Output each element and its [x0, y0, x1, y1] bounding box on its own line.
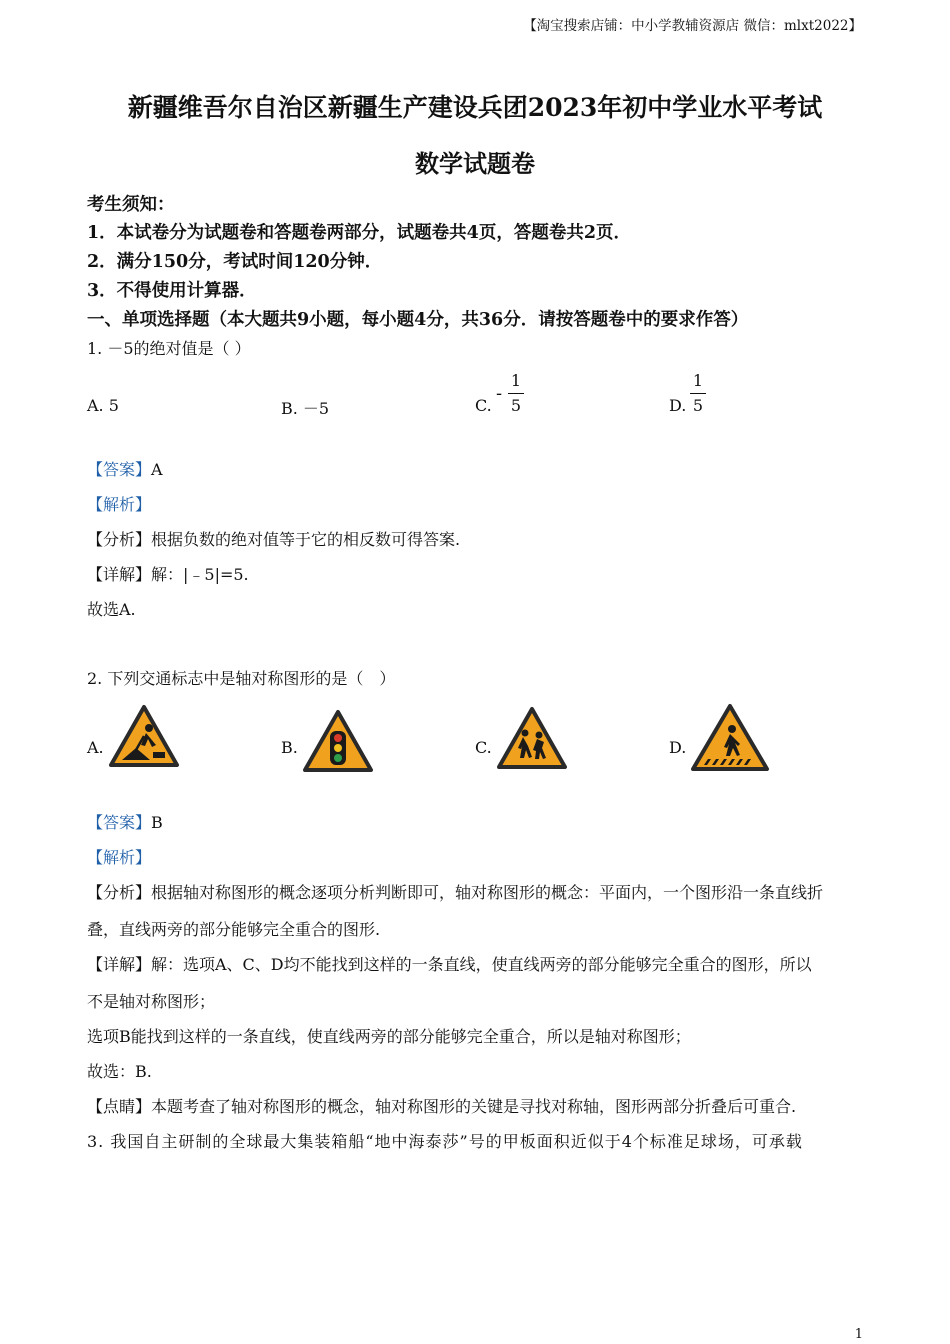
q2-option-a-label: A.: [87, 738, 104, 757]
question-2-stem: 2. 下列交通标志中是轴对称图形的是（ ）: [87, 669, 396, 688]
notice-heading: 考生须知：: [87, 195, 175, 215]
children-crossing-sign-icon: [496, 706, 568, 770]
q2-conclusion: 故选：B.: [87, 1062, 152, 1081]
pedestrian-crossing-sign-icon: [690, 703, 770, 773]
fraction-denominator: 5: [692, 396, 704, 415]
q1-option-d-label: D.: [669, 396, 687, 415]
notice-item: 2．满分150分，考试时间120分钟．: [87, 252, 383, 272]
q2-xiangjie-line: 选项B能找到这样的一条直线，使直线两旁的部分能够完全重合，所以是轴对称图形；: [87, 1027, 691, 1046]
q2-option-c-label: C.: [475, 738, 492, 757]
question-1-stem: 1. －5的绝对值是（ ）: [87, 339, 251, 358]
answer-value: A: [151, 460, 163, 479]
notice-item: 1．本试卷分为试题卷和答题卷两部分，试题卷共4页，答题卷共2页．: [87, 223, 632, 243]
traffic-light-sign-icon: [302, 709, 374, 773]
fraction-numerator: 1: [510, 371, 522, 390]
q2-answer: [87, 810, 163, 833]
q2-option-d-label: D.: [669, 738, 687, 757]
q1-fenxi: 【分析】根据负数的绝对值等于它的相反数可得答案.: [87, 530, 461, 549]
header-note: 【淘宝搜索店铺：中小学教辅资源店 微信：mlxt2022】: [523, 18, 862, 34]
q1-conclusion: 故选A.: [87, 600, 136, 619]
fraction-denominator: 5: [510, 396, 522, 415]
q2-xiangjie-line: 【详解】解：选项A、C、D均不能找到这样的一条直线，使直线两旁的部分能够完全重合的图形，所以: [87, 955, 812, 974]
q1-option-a: A. 5: [87, 396, 119, 415]
q2-fenxi-line: 叠，直线两旁的部分能够完全重合的图形.: [87, 920, 381, 939]
exam-subtitle: 数学试题卷: [415, 149, 535, 178]
q2-dianjing: 【点睛】本题考查了轴对称图形的概念，轴对称图形的关键是寻找对称轴，图形两部分折叠后可重合.: [87, 1097, 797, 1116]
question-3-stem: 3. 我国自主研制的全球最大集装箱船“地中海泰莎”号的甲板面积近似于4个标准足球场，可承载: [87, 1132, 803, 1151]
q1-option-d-fraction: [690, 371, 706, 416]
fraction-bar: [508, 393, 524, 394]
road-work-sign-icon: [108, 704, 180, 768]
section-heading: 一、单项选择题（本大题共9小题，每小题4分，共36分．请按答题卷中的要求作答）: [87, 310, 749, 330]
notice-item: 3．不得使用计算器．: [87, 281, 257, 301]
q1-option-b: B. －5: [281, 399, 330, 418]
q2-xiangjie-line: 不是轴对称图形；: [87, 992, 216, 1011]
q2-option-b-label: B.: [281, 738, 298, 757]
q1-option-c-fraction: [508, 371, 524, 416]
exam-title: 新疆维吾尔自治区新疆生产建设兵团2023年初中学业水平考试: [127, 93, 823, 122]
fraction-bar: [690, 393, 706, 394]
answer-tag: 【答案】: [87, 813, 152, 832]
q2-fenxi-line: 【分析】根据轴对称图形的概念逐项分析判断即可，轴对称图形的概念：平面内，一个图形沿一条直线折: [87, 883, 824, 902]
answer-value: B: [151, 813, 163, 832]
q1-option-c-label: C.: [475, 396, 492, 415]
fraction-numerator: 1: [692, 371, 704, 390]
q1-analysis-tag: 【解析】: [87, 495, 152, 514]
q1-answer: [87, 457, 163, 480]
q2-analysis-tag: 【解析】: [87, 848, 152, 867]
q1-xiangjie: 【详解】解：|﹣5|=5.: [87, 565, 249, 584]
q1-option-c-minus: -: [496, 383, 503, 404]
answer-tag: 【答案】: [87, 460, 152, 479]
page-number: 1: [854, 1327, 863, 1342]
